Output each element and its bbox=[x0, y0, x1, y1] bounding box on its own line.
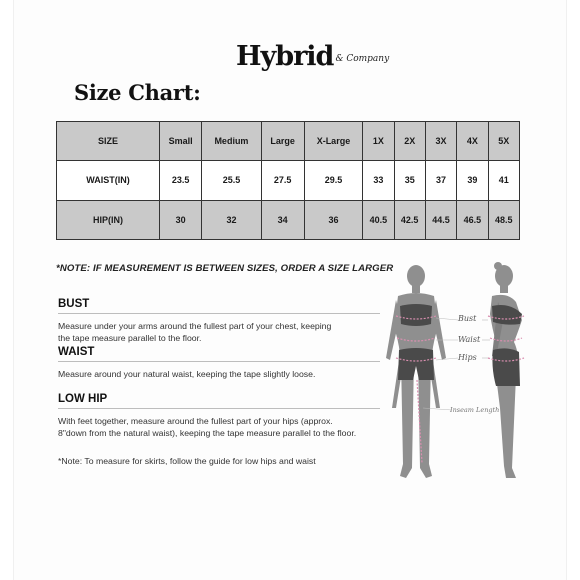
table-cell: 36 bbox=[304, 200, 362, 239]
table-header-cell: SIZE bbox=[57, 122, 160, 161]
table-row-label: WAIST(IN) bbox=[57, 161, 160, 200]
hips-figure-label: Hips bbox=[458, 353, 477, 362]
table-header-cell: Small bbox=[160, 122, 202, 161]
table-cell: 39 bbox=[457, 161, 488, 200]
table-cell: 32 bbox=[202, 200, 261, 239]
table-header-row bbox=[57, 122, 520, 161]
table-header-cell: Medium bbox=[202, 122, 261, 161]
brand-tagline: & Company bbox=[335, 54, 390, 64]
measurement-figure bbox=[376, 258, 546, 490]
table-row bbox=[57, 161, 520, 200]
low-hip-line-2: 8"down from the natural waist), keeping the tape measure parallel to the floor. bbox=[58, 428, 357, 438]
table-cell: 44.5 bbox=[425, 200, 456, 239]
skirt-note: *Note: To measure for skirts, follow the guide for low hips and waist bbox=[58, 456, 316, 466]
bust-heading: BUST bbox=[58, 298, 380, 314]
waist-instructions bbox=[58, 368, 380, 380]
table-header-cell: 2X bbox=[394, 122, 425, 161]
bust-figure-label: Bust bbox=[458, 314, 477, 323]
body-silhouettes-illustration bbox=[376, 258, 546, 490]
waist-figure-label: Waist bbox=[458, 335, 481, 344]
table-header-cell: 4X bbox=[457, 122, 488, 161]
table-header-cell: 3X bbox=[425, 122, 456, 161]
table-header-cell: X-Large bbox=[304, 122, 362, 161]
table-cell: 34 bbox=[261, 200, 304, 239]
table-cell: 30 bbox=[160, 200, 202, 239]
table-cell: 35 bbox=[394, 161, 425, 200]
bust-section bbox=[58, 298, 380, 344]
bust-instructions bbox=[58, 320, 380, 344]
table-cell: 23.5 bbox=[160, 161, 202, 200]
page-title: Size Chart: bbox=[74, 80, 201, 105]
table-header-cell: 1X bbox=[363, 122, 394, 161]
side-view-silhouette bbox=[482, 262, 524, 478]
low-hip-line-1: With feet together, measure around the fullest part of your hips (approx. bbox=[58, 416, 333, 426]
waist-heading: WAIST bbox=[58, 346, 380, 362]
bust-line-1: Measure under your arms around the fullest part of your chest, keeping bbox=[58, 321, 332, 331]
table-cell: 40.5 bbox=[363, 200, 394, 239]
table-cell: 37 bbox=[425, 161, 456, 200]
bust-line-2: the tape measure parallel to the floor. bbox=[58, 333, 202, 343]
table-cell: 48.5 bbox=[488, 200, 519, 239]
table-cell: 46.5 bbox=[457, 200, 488, 239]
low-hip-heading: LOW HIP bbox=[58, 393, 380, 409]
between-sizes-note: *NOTE: IF MEASUREMENT IS BETWEEN SIZES, ORDER A SIZE LARGER bbox=[56, 263, 394, 274]
table-cell: 33 bbox=[363, 161, 394, 200]
table-row bbox=[57, 200, 520, 239]
brand-logo bbox=[236, 30, 396, 70]
table-cell: 41 bbox=[488, 161, 519, 200]
table-cell: 27.5 bbox=[261, 161, 304, 200]
size-table bbox=[56, 121, 520, 240]
table-cell: 42.5 bbox=[394, 200, 425, 239]
table-cell: 25.5 bbox=[202, 161, 261, 200]
table-header-cell: Large bbox=[261, 122, 304, 161]
table-cell: 29.5 bbox=[304, 161, 362, 200]
inseam-figure-label: Inseam Length bbox=[450, 406, 500, 414]
front-view-silhouette bbox=[386, 265, 458, 478]
waist-section bbox=[58, 346, 380, 380]
low-hip-section bbox=[58, 393, 380, 439]
low-hip-instructions bbox=[58, 415, 380, 439]
table-row-label: HIP(IN) bbox=[57, 200, 160, 239]
table-header-cell: 5X bbox=[488, 122, 519, 161]
brand-name: Hybrid bbox=[236, 41, 334, 72]
waist-line-1: Measure around your natural waist, keeping the tape slightly loose. bbox=[58, 369, 316, 379]
